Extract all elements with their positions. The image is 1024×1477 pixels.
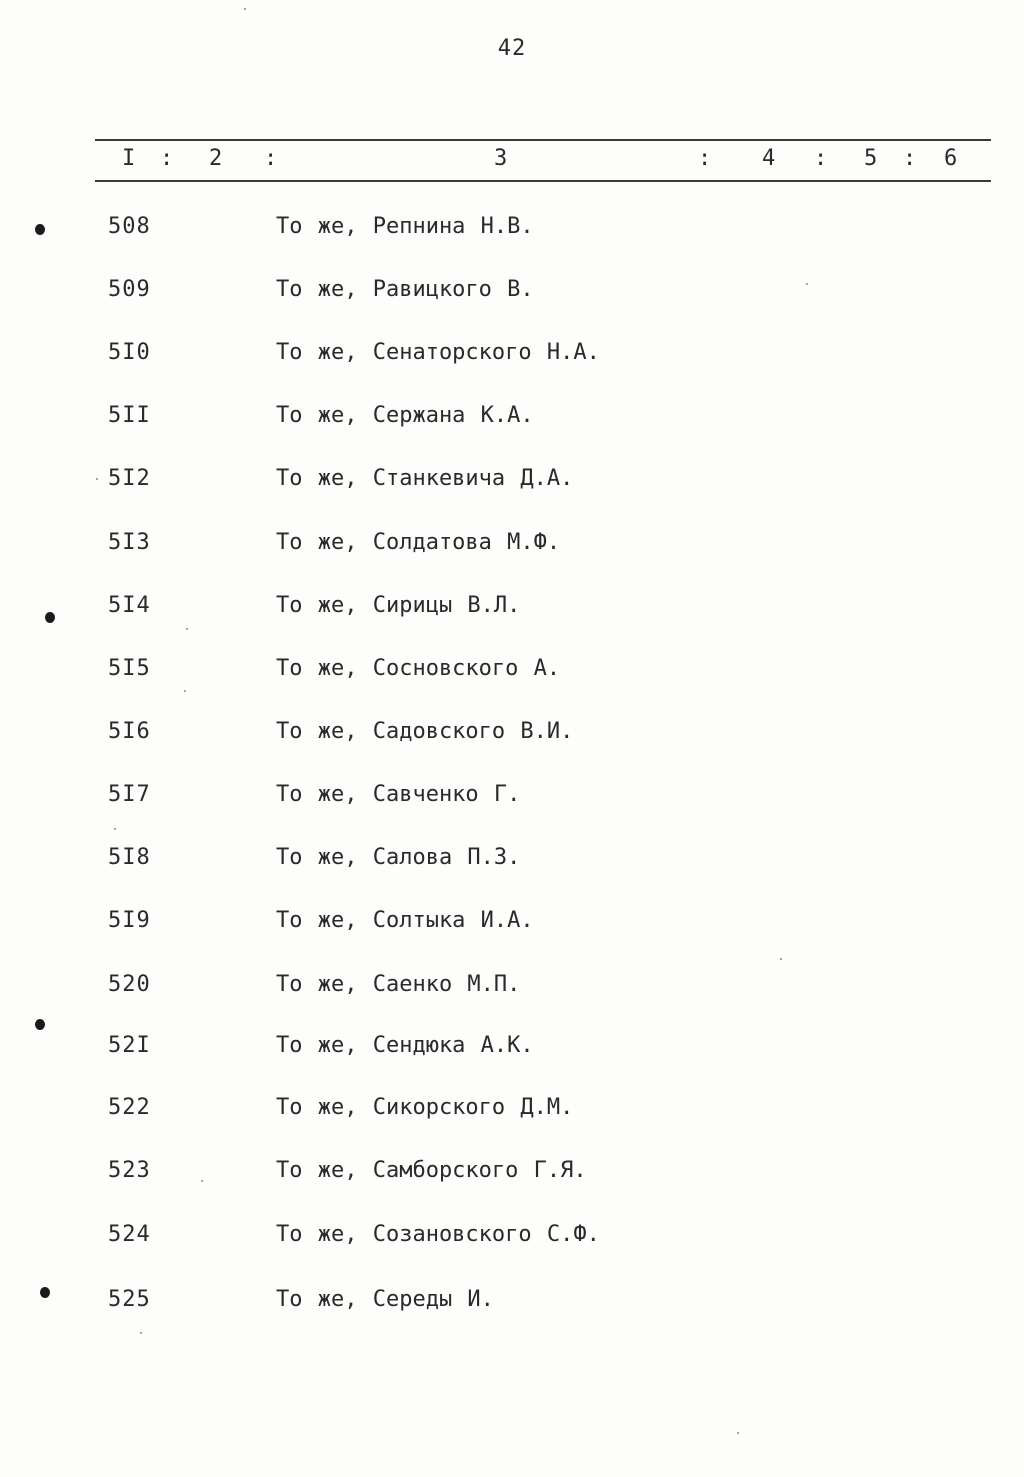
row-description: То же, Сендюка А.К. (276, 1033, 534, 1058)
row-number: 5I8 (108, 845, 151, 870)
scan-speck (114, 828, 116, 830)
row-number: 5I3 (108, 530, 151, 555)
row-number: 522 (108, 1095, 151, 1120)
scan-speck (96, 478, 98, 480)
table-row (0, 464, 1024, 494)
table-header-rule (95, 180, 991, 182)
row-description: То же, Станкевича Д.А. (276, 466, 574, 491)
row-description: То же, Савченко Г. (276, 782, 521, 807)
table-row (0, 212, 1024, 242)
row-number: 520 (108, 972, 151, 997)
row-description: То же, Сирицы В.Л. (276, 593, 521, 618)
row-description: То же, Сикорского Д.М. (276, 1095, 574, 1120)
scan-speck (244, 8, 246, 10)
row-number: 524 (108, 1222, 151, 1247)
row-description: То же, Сержана К.А. (276, 403, 534, 428)
punch-hole (45, 612, 55, 623)
row-number: 5II (108, 403, 151, 428)
table-row (0, 275, 1024, 305)
header-separator: : (814, 146, 828, 171)
scan-speck (201, 1180, 203, 1182)
row-description: То же, Репнина Н.В. (276, 214, 534, 239)
table-row (0, 970, 1024, 1000)
row-description: То же, Середы И. (276, 1287, 494, 1312)
table-row (0, 1093, 1024, 1123)
row-number: 52I (108, 1033, 151, 1058)
row-description: То же, Садовского В.И. (276, 719, 574, 744)
row-description: То же, Солдатова М.Ф. (276, 530, 561, 555)
row-number: 525 (108, 1287, 151, 1312)
table-row (0, 654, 1024, 684)
punch-hole (35, 224, 45, 235)
row-number: 5I0 (108, 340, 151, 365)
scan-speck (140, 1332, 142, 1334)
scan-speck (184, 690, 186, 692)
row-description: То же, Сосновского А. (276, 656, 561, 681)
row-description: То же, Солтыка И.А. (276, 908, 534, 933)
scan-speck (186, 628, 188, 630)
row-description: То же, Саенко М.П. (276, 972, 521, 997)
row-description: То же, Равицкого В. (276, 277, 534, 302)
row-number: 5I9 (108, 908, 151, 933)
row-description: То же, Салова П.З. (276, 845, 521, 870)
row-number: 5I5 (108, 656, 151, 681)
header-separator: : (903, 146, 917, 171)
table-row (0, 1031, 1024, 1061)
table-row (0, 1285, 1024, 1315)
header-separator: : (264, 146, 278, 171)
table-row (0, 843, 1024, 873)
header-col-3: 3 (494, 146, 508, 171)
header-col-5: 5 (864, 146, 878, 171)
header-col-2: 2 (209, 146, 223, 171)
table-row (0, 780, 1024, 810)
table-row (0, 1220, 1024, 1250)
row-description: То же, Сенаторского Н.А. (276, 340, 600, 365)
punch-hole (40, 1287, 50, 1298)
header-separator: : (160, 146, 174, 171)
row-number: 5I6 (108, 719, 151, 744)
row-number: 508 (108, 214, 151, 239)
table-row (0, 338, 1024, 368)
table-row (0, 1156, 1024, 1186)
header-col-1: I (122, 146, 136, 171)
table-row (0, 401, 1024, 431)
scan-speck (806, 283, 808, 285)
row-number: 509 (108, 277, 151, 302)
row-description: То же, Самборского Г.Я. (276, 1158, 587, 1183)
table-row (0, 528, 1024, 558)
header-col-6: 6 (944, 146, 958, 171)
table-row (0, 591, 1024, 621)
row-number: 5I2 (108, 466, 151, 491)
row-number: 5I7 (108, 782, 151, 807)
row-number: 523 (108, 1158, 151, 1183)
page-number: 42 (497, 36, 527, 61)
row-description: То же, Созановского С.Ф. (276, 1222, 600, 1247)
table-row (0, 717, 1024, 747)
table-top-rule (95, 139, 991, 141)
row-number: 5I4 (108, 593, 151, 618)
punch-hole (35, 1019, 45, 1030)
scan-speck (737, 1432, 739, 1434)
table-row (0, 906, 1024, 936)
header-col-4: 4 (762, 146, 776, 171)
scan-speck (780, 958, 782, 960)
header-separator: : (698, 146, 712, 171)
